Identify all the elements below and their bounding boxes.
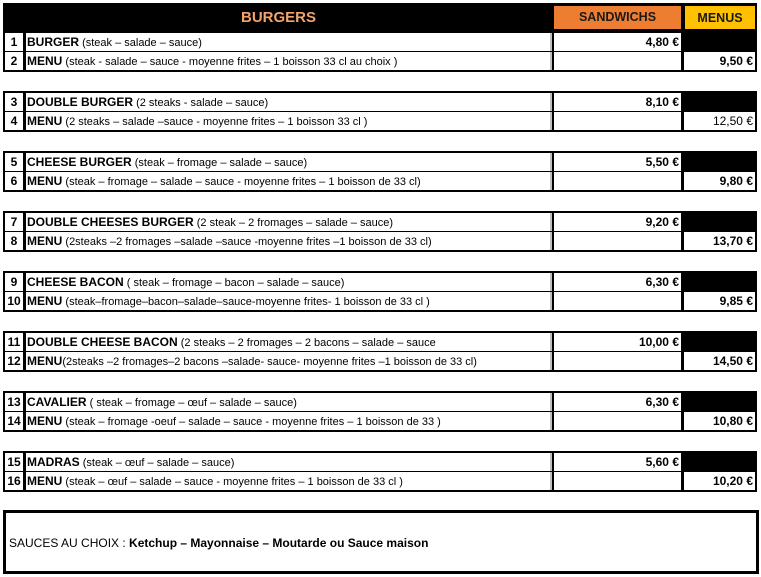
item-details: (2steaks –2 fromages–2 bacons –salade- sauce- moyenne frites –1 boisson de 33 cl) [62,356,477,368]
item-name: BURGER [27,35,80,49]
sandwich-row [3,273,757,291]
item-details: (steak - salade – sauce - moyenne frites – 1 boisson 33 cl au choix ) [62,56,398,68]
item-description [26,172,552,190]
sandwich-row [3,33,757,51]
sandwich-price: 6,30 € [554,273,681,291]
menu-price: 10,20 € [684,472,755,490]
item-description [26,472,552,490]
item-name: MENU [27,174,63,188]
item-number: 11 [5,333,23,351]
sandwich-price [554,232,681,250]
burger-group [3,331,757,372]
sauces-label: SAUCES AU CHOIX : [9,536,130,550]
menu-price: 10,80 € [684,412,755,430]
item-details: (steak – œuf – salade – sauce) [79,457,235,469]
item-description [26,213,552,231]
menu-row [3,412,757,430]
item-description [26,333,552,351]
item-name: MENU [27,114,63,128]
sandwich-price: 6,30 € [554,393,681,411]
item-number: 4 [5,112,23,130]
item-number: 9 [5,273,23,291]
sauces-text [9,536,428,550]
sandwich-price [554,112,681,130]
menu-price: 12,50 € [684,112,755,130]
item-number: 12 [5,352,23,370]
item-details: (2steaks –2 fromages –salade –sauce -moyenne frites –1 boisson de 33 cl) [62,236,432,248]
item-number: 3 [5,93,23,111]
item-description [26,453,552,471]
burger-group [3,451,757,492]
burger-group [3,211,757,252]
menu-price: 13,70 € [684,232,755,250]
item-number: 13 [5,393,23,411]
burger-group [3,391,757,432]
item-details: ( steak – fromage – œuf – salade – sauce) [86,397,297,409]
item-name: CHEESE BURGER [27,155,132,169]
item-details: (steak – œuf – salade – sauce - moyenne frites – 1 boisson de 33 cl ) [62,476,403,488]
item-details: (2 steak – 2 fromages – salade – sauce) [193,217,394,229]
item-number: 6 [5,172,23,190]
menu-price [684,213,755,231]
item-name: MADRAS [27,455,80,469]
item-name: MENU [27,414,63,428]
burger-group [3,271,757,312]
menu-row [3,172,757,190]
item-description [26,153,552,171]
sandwich-price [554,292,681,310]
sandwich-price [554,52,681,70]
menus-column-header: MENUS [685,6,755,29]
item-details: (2 steaks – 2 fromages – 2 bacons – salade – sauce [177,337,436,349]
sandwich-price: 10,00 € [554,333,681,351]
item-number: 2 [5,52,23,70]
menu-header [3,3,757,31]
item-name: MENU [27,54,63,68]
burger-group [3,151,757,192]
item-name: MENU [27,294,63,308]
menu-price [684,333,755,351]
item-details: (steak – fromage – salade – sauce) [131,157,308,169]
sandwichs-column-header: SANDWICHS [554,6,681,29]
item-details: ( steak – fromage – bacon – salade – sauce) [123,277,345,289]
burger-group [3,31,757,72]
menu-price [684,93,755,111]
sauces-options: Ketchup – Mayonnaise – Moutarde ou Sauce maison [129,536,429,550]
item-name: DOUBLE CHEESE BACON [27,335,178,349]
menu-price [684,393,755,411]
menu-price: 9,80 € [684,172,755,190]
sandwich-price: 5,50 € [554,153,681,171]
menu-row [3,352,757,370]
item-number: 10 [5,292,23,310]
item-name: MENU [27,474,63,488]
item-name: MENU [27,234,63,248]
item-name: DOUBLE CHEESES BURGER [27,215,194,229]
sauces-box [3,510,759,574]
item-details: (2 steaks - salade – sauce) [133,97,269,109]
sandwich-price: 5,60 € [554,453,681,471]
item-description [26,352,552,370]
item-description [26,93,552,111]
menu-price [684,453,755,471]
menu-price: 14,50 € [684,352,755,370]
menu-row [3,112,757,130]
item-description [26,393,552,411]
item-details: (steak–fromage–bacon–salade–sauce-moyenne frites- 1 boisson de 33 cl ) [62,296,430,308]
sandwich-price: 4,80 € [554,33,681,51]
sandwich-price [554,172,681,190]
item-description [26,292,552,310]
sandwich-row [3,213,757,231]
menu-price: 9,50 € [684,52,755,70]
item-number: 14 [5,412,23,430]
sandwich-row [3,333,757,351]
item-name: MENU [27,354,63,368]
menu-price [684,153,755,171]
menu-price [684,33,755,51]
item-number: 15 [5,453,23,471]
item-description [26,412,552,430]
menu-price [684,273,755,291]
menu-row [3,232,757,250]
item-description [26,273,552,291]
sandwich-row [3,453,757,471]
sandwich-row [3,93,757,111]
item-details: (steak – fromage – salade – sauce - moyenne frites – 1 boisson de 33 cl) [62,176,421,188]
sandwich-price [554,352,681,370]
menu-price: 9,85 € [684,292,755,310]
item-name: CAVALIER [27,395,87,409]
item-number: 8 [5,232,23,250]
item-description [26,232,552,250]
burger-group [3,91,757,132]
menu-row [3,292,757,310]
item-details: (steak – salade – sauce) [79,37,202,49]
item-details: (2 steaks – salade –sauce - moyenne frites – 1 boisson 33 cl ) [62,116,368,128]
sandwich-price [554,472,681,490]
item-description [26,52,552,70]
item-number: 5 [5,153,23,171]
item-number: 7 [5,213,23,231]
sandwich-price: 8,10 € [554,93,681,111]
item-description [26,33,552,51]
item-number: 16 [5,472,23,490]
sandwich-price [554,412,681,430]
sandwich-row [3,153,757,171]
item-details: (steak – fromage -oeuf – salade – sauce - moyenne frites – 1 boisson de 33 ) [62,416,441,428]
section-title: BURGERS [240,9,316,26]
sandwich-row [3,393,757,411]
menu-row [3,472,757,490]
item-number: 1 [5,33,23,51]
item-name: CHEESE BACON [27,275,124,289]
sandwich-price: 9,20 € [554,213,681,231]
item-description [26,112,552,130]
item-name: DOUBLE BURGER [27,95,134,109]
menu-row [3,52,757,70]
